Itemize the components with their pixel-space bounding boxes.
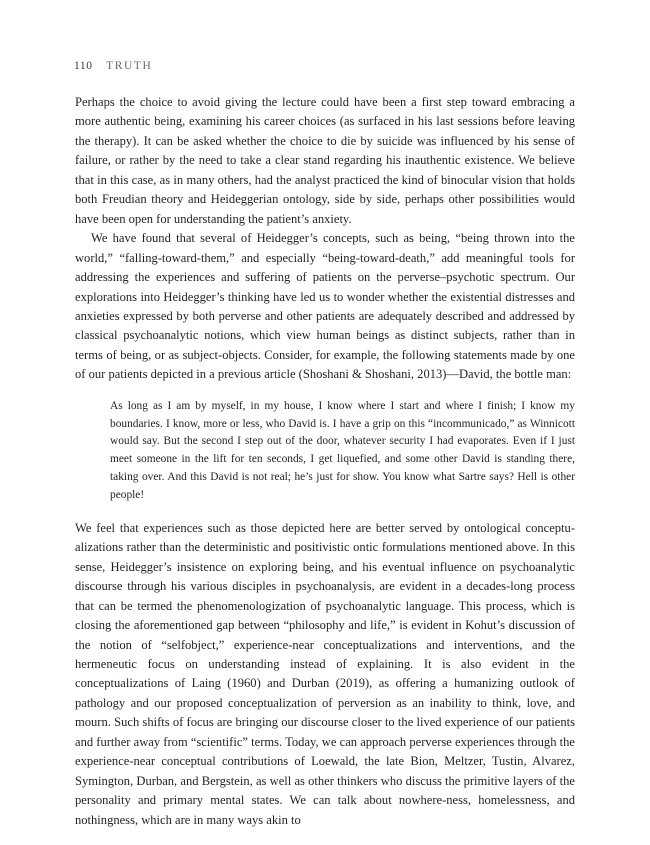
block-quote: As long as I am by myself, in my house, I know where I start and where I finish; I know my boundaries. I know, more or less, who David is. I have a grip on this “incommunicado,” as Winnicott would say. But the second I step out of the door, whatever security I had evaporates. Even if I just meet someone in the lift for ten seconds, I get liquefied, and some other David is standing there, taking over. And this David is not real; he’s just for show. You know what Sartre says? Hell is other people! [110, 399, 575, 502]
body-paragraph: We feel that experiences such as those depicted here are better served by ontological conceptualizations rather than the deterministic and positivistic ontic formulations mentioned above. In this sense, Heidegger’s insistence on exploring being, and his eventual influence on psychoanalytic discourse through his various disciples in psychoanalysis, are evident in a decades-long process that can be termed the phenomenologization of psychoanalytic language. This process, which is closing the aforementioned gap between “philosophy and life,” is evident in Kohut’s discussion of the notion of “selfobject,” experience-near conceptualizations and interventions, and the hermeneutic focus on understanding instead of explaining. It is also evident in the conceptualizations of Laing (1960) and Durban (2019), as offering a humanizing outlook of pathology and our proposed conceptualization of perversion as an inability to think, love, and mourn. Such shifts of focus are bringing our discourse closer to the lived experience of our patients and further away from “scientific” terms. Today, we can approach perverse experiences through the experience-near conceptual contributions of Loewald, the late Bion, Meltzer, Tustin, Alvarez, Symington, Durban, and Bergstein, as well as other thinkers who discuss the primitive layers of the personality and primary mental states. We can talk about nowhere-ness, homelessness, and nothingness, which are in many ways akin to [75, 520, 575, 827]
page-number: 110 [74, 60, 93, 72]
running-header [74, 60, 152, 72]
body-paragraph: We have found that several of Heidegger’s concepts, such as being, “being thrown into the world,” “falling-toward-them,” and especially “being-toward-death,” add meaningful tools for addressing the experiences and suffering of patients on the perverse–psychotic spectrum. Our explorations into Heidegger’s thinking have led us to wonder whether the existential distresses and anxieties expressed by both perverse and other patients are adequately described and addressed by classical psychoanalytic notions, which view human beings as distinct subjects, rather than in terms of being, or as subject-objects. Consider, for example, the following statements made by one of our patients depicted in a previous article (Shoshani & Shoshani, 2013)—David, the bottle man: [75, 231, 575, 382]
body-paragraph: Perhaps the choice to avoid giving the lecture could have been a first step toward embracing a more authentic being, examining his career choices (as surfaced in his last sessions before leaving the therapy). It can be asked whether the choice to die by suicide was influenced by his sense of failure, or rather by the need to take a clear stand regarding his inauthentic existence. We believe that in this case, as in many others, had the analyst practiced the kind of binocular vision that holds both Freudian theory and Heideggerian ontology, side by side, perhaps other possibilities would have been open for understanding the patient’s anxiety. [75, 95, 575, 226]
page-body [75, 93, 575, 830]
running-head-title: TRUTH [106, 60, 153, 72]
